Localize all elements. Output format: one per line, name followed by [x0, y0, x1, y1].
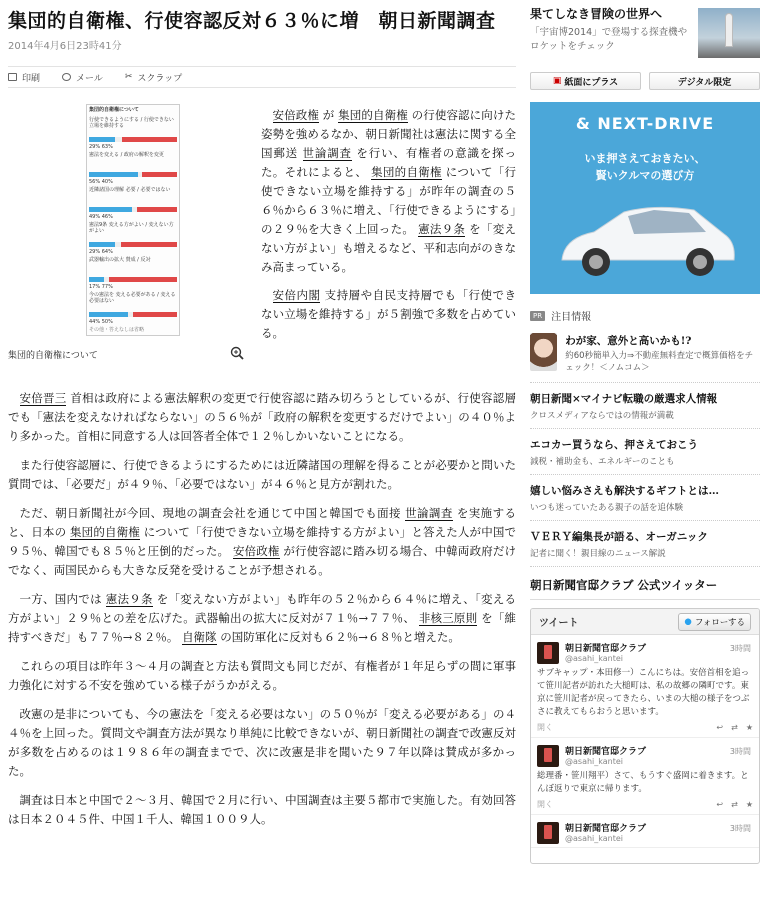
article-figure	[8, 104, 253, 364]
chart-bar-no	[121, 242, 177, 247]
chart-bar-no	[109, 277, 177, 282]
article-toolbar	[8, 66, 516, 88]
chart-bar	[89, 277, 177, 282]
chart-bar-yes	[89, 277, 104, 282]
chart-bar-yes	[89, 172, 138, 177]
scissors-icon: ✂	[124, 72, 133, 82]
sidebar-link[interactable]	[530, 521, 760, 567]
chart-data-label: 56% 40%	[89, 179, 113, 185]
chart-note: その他・答えなしは省略	[89, 327, 145, 333]
lead-paragraph: 安倍政権 が 集団的自衛権 の行使容認に向けた姿勢を強めるなか、朝日新聞社は憲法に関する全国郵送 世論調査 を行い、有権者の意識を探った。それによると、 集団的自衛権 について「行使できない立場を維持する」が昨年の調査の５６％から６３％に増え、「行使できるようにする」の２９％を大きく上回った。 憲法９条 を「変えない方がよい」も増えるなど、平和志向がのきなみ高まっている。	[261, 108, 517, 274]
tweet-actions	[537, 799, 753, 810]
article-lead	[261, 106, 516, 352]
paper-plus-button[interactable]	[530, 72, 641, 90]
chart-bar	[89, 172, 177, 177]
keyword-link[interactable]: 非核三原則	[418, 611, 478, 625]
mail-button[interactable]	[62, 71, 103, 84]
ad-brand: & NEXT-DRIVE	[575, 114, 715, 133]
keyword-link[interactable]: 憲法９条	[418, 222, 466, 236]
sidebar-link[interactable]	[530, 383, 760, 429]
sidebar-link[interactable]	[530, 475, 760, 521]
pr-desc: 約60秒簡単入力⇒不動産無料査定で概算価格をチェック！＜ノムコム＞	[565, 351, 754, 373]
link-title: 嬉しい悩みさえも解決するギフトとは…	[530, 485, 719, 497]
zoom-icon[interactable]	[230, 346, 244, 360]
keyword-link[interactable]: 安倍政権	[232, 544, 280, 558]
chart-bar-no	[133, 312, 177, 317]
keyword-link[interactable]: 世論調査	[405, 506, 453, 520]
promo-space-expo[interactable]	[530, 6, 760, 60]
keyword-link[interactable]: 安倍政権	[272, 108, 319, 122]
link-desc: 減税・補助金も、エネルギーのことも	[530, 457, 675, 467]
ad-brand-text: NEXT-DRIVE	[597, 114, 715, 133]
newspaper-icon: ▣	[552, 76, 562, 86]
tweet-actions	[537, 722, 753, 733]
retweet-icon[interactable]: ⇄	[731, 800, 738, 809]
chart-bar	[89, 312, 177, 317]
tweet-handle[interactable]: @asahi_kantei	[565, 834, 624, 843]
scrap-label: スクラップ	[137, 73, 183, 84]
digital-only-button[interactable]	[649, 72, 760, 90]
open-link[interactable]: 開く	[537, 800, 553, 809]
tweet-author[interactable]: 朝日新聞官邸クラブ	[565, 824, 647, 834]
twitter-widget	[530, 608, 760, 864]
keyword-link[interactable]: 安倍晋三	[19, 391, 67, 405]
chart-data-label: 44% 50%	[89, 319, 113, 325]
pr-header	[530, 308, 760, 323]
rocket-image	[698, 8, 760, 58]
favorite-icon[interactable]: ★	[745, 800, 753, 809]
chart-bar	[89, 137, 177, 142]
promo-desc: 「宇宙博2014」で登場する探査機やロケットをチェック	[530, 27, 688, 52]
link-desc: クロスメディアならではの情報が満載	[530, 411, 674, 421]
lead-paragraph: 安倍内閣 支持層や自民支持層でも「行使できない立場を維持する」が５割強で多数を占めている。	[261, 288, 516, 340]
avatar[interactable]	[537, 642, 559, 664]
figure-caption: 集団的自衛権について	[8, 351, 98, 361]
body-paragraph: また行使容認層に、行使できるようにするためには近隣諸国の理解を得ることが必要かと問いた質問では、「必要だ」が４９％、「必要ではない」が４６％と見方が割れた。	[8, 458, 516, 491]
link-title: エコカー買うなら、押さえておこう	[530, 439, 698, 451]
tweet-text: サブキャップ・本田修一）こんにちは。安倍首相を追って笹川記者が訪れた大槌町は、私の故郷の隣町です。東京に笹川記者が戻ってきたら、いまの大槌の様子をつぶさに教えてもらおうと思います。	[537, 668, 750, 717]
body-paragraph: 安倍晋三 首相は政府による憲法解釈の変更で行使容認に踏み切ろうとしているが、行使容認層でも「憲法を変えなければならない」の５６％が「政府の解釈を変更するだけでよい」の４０％より多かった。首相に同意する人は回答者全体で１２％しかいないことになる。	[8, 391, 516, 443]
tweet	[531, 815, 759, 848]
chart-bar-yes	[89, 312, 128, 317]
chart-series-label: 今の憲法を 変える必要がある / 変える必要はない	[89, 292, 176, 304]
print-icon	[8, 73, 17, 81]
sidebar-link[interactable]	[530, 429, 760, 475]
chart-data-label: 49% 46%	[89, 214, 113, 220]
ad-copy-line-2: 賢いクルマの選び方	[595, 169, 695, 182]
keyword-link[interactable]: 集団的自衛権	[338, 108, 408, 122]
chart-series-label: 武器輸出の拡大 賛成 / 反対	[89, 257, 151, 263]
mail-label: メール	[76, 73, 103, 84]
chart-data-label: 29% 64%	[89, 249, 113, 255]
body-paragraph: 一方、国内では 憲法９条 を「変えない方がよい」も昨年の５２％から６４％に増え、「変える方がよい」２９％との差を広げた。武器輸出の拡大に反対が７１％→７７％、 非核三原則 を「維持すべきだ」も７７％→８２％。 自衛隊 の国防軍化に反対も６２％→６８％と増えた。	[8, 592, 517, 644]
link-desc: 記者に聞く！親目線のニュース解説	[530, 549, 666, 559]
keyword-link[interactable]: 自衛隊	[182, 630, 217, 644]
tweet-author[interactable]: 朝日新聞官邸クラブ	[565, 747, 647, 757]
paper-plus-label: 紙面にプラス	[564, 77, 619, 88]
tweet-text: 総理番・笹川翔平）さて、もうすぐ盛岡に着きます。とんぼ返りで東京に帰ります。	[537, 771, 749, 794]
sidebar	[530, 6, 760, 864]
retweet-icon[interactable]: ⇄	[731, 723, 738, 732]
open-link[interactable]: 開く	[537, 723, 553, 732]
body-paragraph: これらの項目は昨年３～４月の調査と方法も質問文も同じだが、有権者が１年足らずの間に軍事力強化に対する不安を強めている様子がうかがえる。	[8, 659, 516, 692]
keyword-link[interactable]: 集団的自衛権	[70, 525, 140, 539]
chart-bar	[89, 207, 177, 212]
pr-photo	[530, 333, 557, 371]
chart-bar	[89, 242, 177, 247]
tweet	[531, 738, 759, 815]
tweet-handle[interactable]: @asahi_kantei	[565, 757, 624, 766]
tweet-handle[interactable]: @asahi_kantei	[565, 654, 624, 663]
chart-bar-no	[122, 137, 177, 142]
twitter-widget-header	[531, 609, 759, 635]
keyword-link[interactable]: 憲法９条	[105, 592, 153, 606]
pr-tag: PR	[530, 311, 545, 321]
article-title: 集団的自衛権、行使容認反対６３％に増 朝日新聞調査	[8, 10, 496, 32]
tweet	[531, 635, 759, 738]
car-image	[554, 198, 739, 286]
body-paragraph: 改憲の是非についても、今の憲法を「変える必要はない」の５０％が「変える必要がある」の４４％を上回った。質問文や調査方法が異なり単純に比較できないが、朝日新聞社の調査で改憲反対が多数を占めるのは１９８６年の調査までで、次に改憲是非を聞いた９７年以降は賛成が多かった。	[8, 707, 516, 778]
link-desc: いつも迷っていたある親子の話を追体験	[530, 503, 684, 513]
link-title: ＶＥＲＹ編集長が語る、オーガニック	[530, 531, 708, 543]
chart-series-label: 憲法9条 変える方がよい / 変えない方がよい	[89, 222, 174, 234]
keyword-link[interactable]: 安倍内閣	[272, 288, 321, 302]
chart-bar-yes	[89, 242, 115, 247]
body-paragraph: ただ、朝日新聞社が今回、現地の調査会社を通じて中国と韓国でも面接 世論調査 を実施すると、日本の 集団的自衛権 について「行使できない立場を維持する方がよい」と答えた人が中国で９５％、韓国でも８５％と圧倒的だった。 安倍政権 が行使容認に踏み切る場合、中韓両政府だけでなく、両国民からも大きな反発を受けることが予想される。	[8, 506, 517, 577]
next-drive-ad[interactable]	[530, 102, 760, 294]
article	[8, 8, 517, 826]
chart-bar-yes	[89, 207, 132, 212]
tweet-time[interactable]: 3時間	[729, 824, 751, 833]
tweet-time[interactable]: 3時間	[729, 747, 751, 756]
survey-chart[interactable]	[86, 104, 180, 336]
article-date: 2014年4月6日23時41分	[8, 41, 122, 52]
avatar[interactable]	[537, 822, 559, 844]
keyword-link[interactable]: 世論調査	[302, 146, 352, 160]
chart-bar-yes	[89, 137, 115, 142]
follow-button[interactable]	[678, 613, 751, 631]
ad-copy	[530, 150, 760, 184]
tweet-label: ツイート	[539, 618, 579, 629]
chart-series-label: 行使できるようにする / 行使できない立場を維持する	[89, 117, 174, 129]
avatar[interactable]	[537, 745, 559, 767]
pr-item[interactable]	[530, 333, 760, 383]
chart-series-label: 近隣諸国の理解 必要 / 必要ではない	[89, 187, 171, 193]
body-paragraph: 調査は日本と中国で２～３月、韓国で２月に行い、中国調査は主要５都市で実施した。有効回答は日本２０４５件、中国１千人、韓国１００９人。	[8, 793, 516, 826]
digital-only-label: デジタル限定	[677, 77, 732, 88]
tweet-time[interactable]: 3時間	[729, 644, 751, 653]
follow-label: フォローする	[694, 617, 745, 628]
ad-copy-line-1: いま押さえておきたい、	[584, 152, 706, 165]
favorite-icon[interactable]: ★	[745, 723, 753, 732]
chart-data-label: 29% 63%	[89, 144, 113, 150]
print-label: 印刷	[22, 73, 41, 84]
scrap-button[interactable]	[125, 71, 182, 84]
pr-title: わが家、意外と高いかも!?	[565, 335, 692, 347]
reply-icon[interactable]: ↩	[716, 800, 724, 809]
article-body	[8, 389, 516, 839]
chart-series-label: 憲法を変える / 政府の解釈を変更	[89, 152, 164, 158]
mail-icon	[62, 73, 71, 81]
twitter-bird-icon: ●	[684, 616, 692, 627]
keyword-link[interactable]: 集団的自衛権	[371, 165, 442, 179]
chart-bar-no	[137, 207, 177, 212]
promo-title: 果てしなき冒険の世界へ	[530, 7, 663, 21]
chart-data-label: 17% 77%	[89, 284, 113, 290]
twitter-heading: 朝日新聞官邸クラブ 公式ツイッター	[530, 577, 760, 600]
link-title: 朝日新聞×マイナビ転職の厳選求人情報	[530, 393, 718, 405]
chart-bar-no	[142, 172, 177, 177]
tweet-author[interactable]: 朝日新聞官邸クラブ	[565, 644, 647, 654]
pr-heading: 注目情報	[551, 312, 592, 323]
chart-bar-other	[115, 137, 122, 142]
chart-title: 集団的自衛権について	[89, 107, 139, 113]
print-button[interactable]	[8, 71, 40, 84]
reply-icon[interactable]: ↩	[716, 723, 724, 732]
